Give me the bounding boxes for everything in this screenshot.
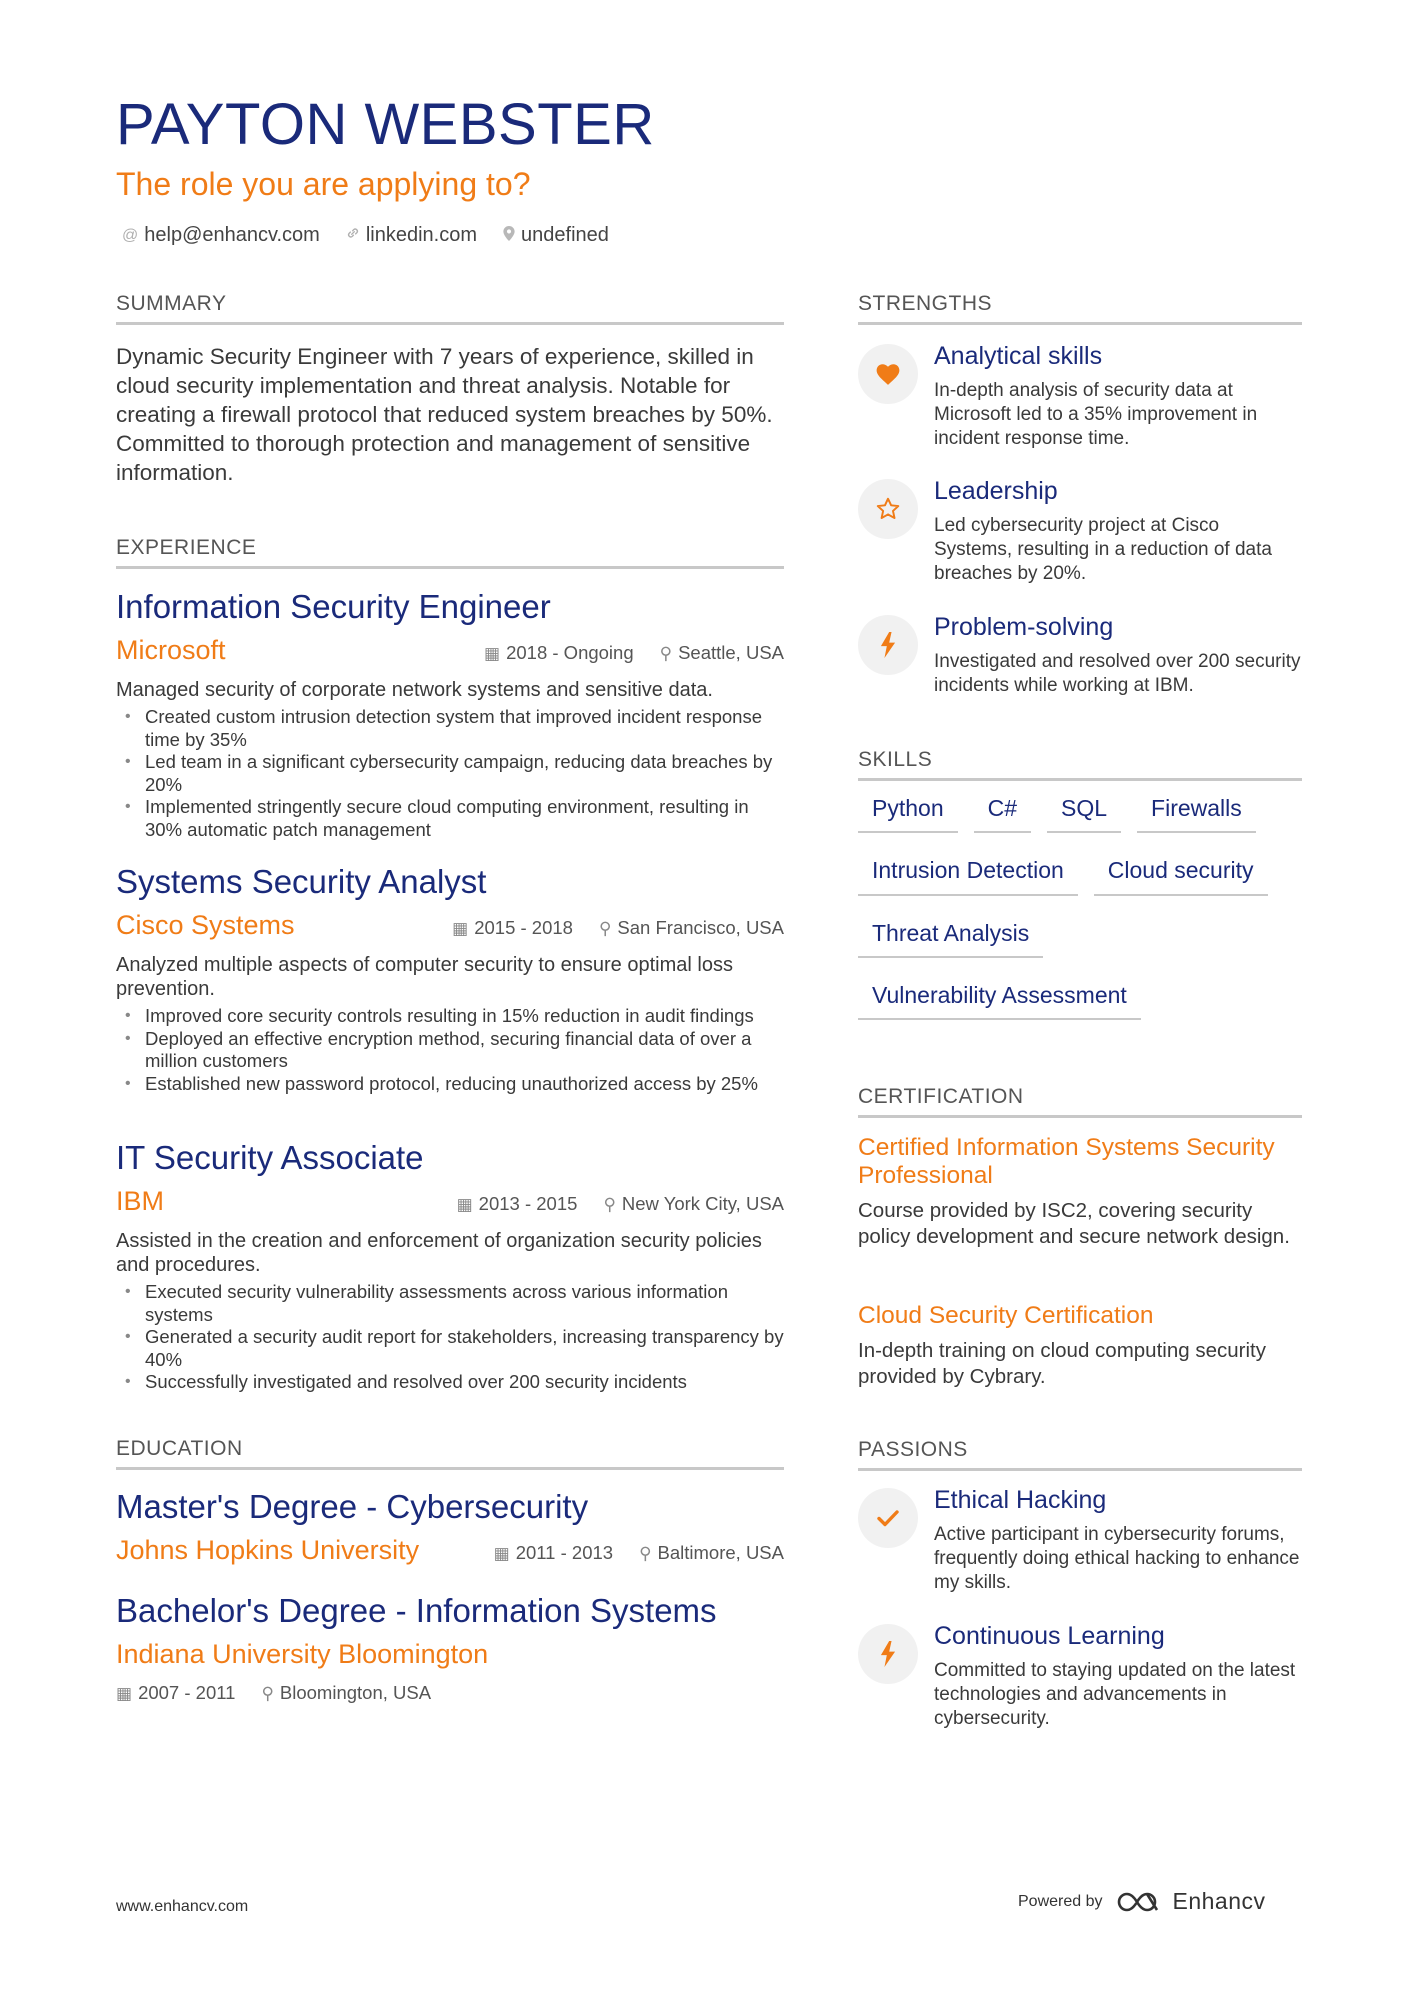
summary-heading: SUMMARY — [116, 292, 784, 325]
skills-heading: SKILLS — [858, 748, 1302, 781]
job-bullets — [116, 1005, 784, 1095]
skill-tag: Intrusion Detection — [858, 858, 1078, 895]
contact-location — [503, 224, 609, 247]
experience-item — [116, 865, 784, 1095]
link-icon — [346, 226, 360, 245]
school-name: Indiana University Bloomington — [116, 1639, 489, 1669]
skill-tag: Threat Analysis — [858, 921, 1043, 958]
job-dates: ▦ 2013 - 2015 — [456, 1193, 578, 1214]
enhancv-logo-icon — [1117, 1890, 1163, 1914]
candidate-role: The role you are applying to? — [116, 166, 531, 202]
at-icon: @ — [122, 226, 139, 244]
experience-heading: EXPERIENCE — [116, 536, 784, 569]
education-location: ⚲ Bloomington, USA — [261, 1682, 432, 1703]
summary-text: Dynamic Security Engineer with 7 years of experience, skilled in cloud security implementation and threat analysis. Notable for creating a firewall protocol that reduced system breaches by 50%. Committed to thorough protection and management of sensitive information. — [116, 344, 773, 485]
passion-item — [858, 1624, 1302, 1731]
company-name: Cisco Systems — [116, 910, 295, 940]
strength-item — [858, 344, 1302, 451]
calendar-icon: ▦ — [116, 1684, 133, 1703]
passion-title: Continuous Learning — [934, 1622, 1165, 1650]
contact-email[interactable] — [122, 224, 320, 247]
education-item — [116, 1490, 784, 1564]
job-description: Managed security of corporate network systems and sensitive data. — [116, 679, 713, 701]
lightning-icon — [858, 1624, 918, 1684]
strength-item — [858, 615, 1302, 698]
calendar-icon: ▦ — [484, 644, 501, 663]
skill-tag: Firewalls — [1137, 796, 1256, 833]
job-bullets — [116, 1281, 784, 1394]
passions-heading: PASSIONS — [858, 1438, 1302, 1471]
job-description: Assisted in the creation and enforcement of organization security policies and procedures. — [116, 1230, 762, 1276]
location-pin-icon: ⚲ — [639, 1544, 652, 1563]
job-dates: ▦ 2018 - Ongoing — [484, 642, 634, 663]
location-pin-icon — [503, 226, 515, 246]
strength-title: Analytical skills — [934, 342, 1103, 370]
calendar-icon: ▦ — [493, 1544, 510, 1563]
enhancv-logo[interactable] — [1117, 1888, 1266, 1915]
footer-website[interactable]: www.enhancv.com — [116, 1898, 249, 1915]
company-name: Microsoft — [116, 635, 226, 665]
job-location: ⚲ Seattle, USA — [659, 642, 784, 663]
calendar-icon: ▦ — [456, 1195, 473, 1214]
skill-tag: Vulnerability Assessment — [858, 983, 1141, 1020]
contact-email-text: help@enhancv.com — [144, 224, 320, 246]
checkmark-icon — [858, 1488, 918, 1548]
job-bullet: • Established new password protocol, reducing unauthorized access by 25% — [116, 1073, 784, 1096]
powered-by-label: Powered by — [1018, 1892, 1103, 1910]
contact-linkedin-text: linkedin.com — [365, 224, 478, 246]
location-pin-icon: ⚲ — [659, 644, 673, 663]
job-bullet: • Created custom intrusion detection system that improved incident response time by 35% — [116, 706, 784, 751]
job-bullet: • Executed security vulnerability assessments across various information systems — [116, 1281, 784, 1326]
skill-tag: Python — [858, 796, 958, 833]
calendar-icon: ▦ — [452, 919, 469, 938]
location-pin-icon: ⚲ — [261, 1684, 274, 1703]
footer-branding — [1018, 1888, 1266, 1915]
passion-description: Committed to staying updated on the latest technologies and advancements in cybersecurity. — [934, 1660, 1296, 1729]
location-pin-icon: ⚲ — [603, 1195, 616, 1214]
experience-item — [116, 1141, 784, 1394]
skill-tag: C# — [974, 796, 1031, 833]
job-bullet: • Successfully investigated and resolved over 200 security incidents — [116, 1371, 784, 1394]
certification-title: Cloud Security Certification — [858, 1302, 1154, 1329]
passion-title: Ethical Hacking — [934, 1486, 1107, 1514]
star-icon — [858, 479, 918, 539]
company-name: IBM — [116, 1186, 165, 1216]
job-bullet: • Generated a security audit report for stakeholders, increasing transparency by 40% — [116, 1326, 784, 1371]
job-title: Information Security Engineer — [116, 588, 551, 625]
education-dates: ▦ 2007 - 2011 — [116, 1682, 236, 1703]
education-dates: ▦ 2011 - 2013 — [493, 1542, 614, 1563]
job-title: IT Security Associate — [116, 1139, 424, 1176]
location-pin-icon: ⚲ — [598, 919, 612, 938]
certification-item — [858, 1134, 1302, 1249]
skill-tag: SQL — [1047, 796, 1121, 833]
job-bullets — [116, 706, 784, 841]
job-description: Analyzed multiple aspects of computer security to ensure optimal loss prevention. — [116, 954, 733, 1000]
contact-location-text: undefined — [521, 224, 609, 246]
job-location: ⚲ San Francisco, USA — [598, 917, 784, 938]
certification-heading: CERTIFICATION — [858, 1085, 1302, 1118]
certification-description: Course provided by ISC2, covering security policy development and secure network design. — [858, 1199, 1290, 1248]
job-location: ⚲ New York City, USA — [603, 1193, 784, 1214]
heart-icon — [858, 344, 918, 404]
job-bullet: • Led team in a significant cybersecurity campaign, reducing data breaches by 20% — [116, 751, 784, 796]
certification-title: Certified Information Systems Security Professional — [858, 1134, 1275, 1189]
passion-description: Active participant in cybersecurity forums, frequently doing ethical hacking to enhance my skills. — [934, 1524, 1300, 1593]
strength-title: Problem-solving — [934, 613, 1114, 641]
job-bullet: • Implemented stringently secure cloud computing environment, resulting in 30% automatic patch management — [116, 796, 784, 841]
certification-description: In-depth training on cloud computing security provided by Cybrary. — [858, 1339, 1266, 1388]
job-title: Systems Security Analyst — [116, 863, 487, 900]
contact-list — [122, 224, 609, 247]
strength-description: Investigated and resolved over 200 security incidents while working at IBM. — [934, 651, 1301, 696]
strength-description: Led cybersecurity project at Cisco Systems, resulting in a reduction of data breaches by 20%. — [934, 515, 1272, 584]
passion-item — [858, 1488, 1302, 1595]
job-dates: ▦ 2015 - 2018 — [452, 917, 573, 938]
strength-item — [858, 479, 1302, 586]
strength-title: Leadership — [934, 477, 1058, 505]
education-location: ⚲ Baltimore, USA — [639, 1542, 784, 1563]
job-bullet: • Deployed an effective encryption method, securing financial data of over a million customers — [116, 1028, 784, 1073]
education-heading: EDUCATION — [116, 1437, 784, 1470]
candidate-name: PAYTON WEBSTER — [116, 92, 655, 157]
degree-title: Bachelor's Degree - Information Systems — [116, 1592, 717, 1629]
degree-title: Master's Degree - Cybersecurity — [116, 1488, 589, 1525]
brand-name: Enhancv — [1172, 1888, 1266, 1914]
contact-linkedin[interactable] — [346, 224, 477, 247]
certification-item — [858, 1302, 1302, 1389]
skills-list — [858, 796, 1302, 1020]
job-bullet: • Improved core security controls resulting in 15% reduction in audit findings — [116, 1005, 784, 1028]
strength-description: In-depth analysis of security data at Microsoft led to a 35% improvement in incident response time. — [934, 380, 1258, 449]
strengths-heading: STRENGTHS — [858, 292, 1302, 325]
school-name: Johns Hopkins University — [116, 1535, 420, 1565]
experience-item — [116, 590, 784, 841]
education-item — [116, 1594, 784, 1704]
lightning-icon — [858, 615, 918, 675]
skill-tag: Cloud security — [1094, 858, 1268, 895]
